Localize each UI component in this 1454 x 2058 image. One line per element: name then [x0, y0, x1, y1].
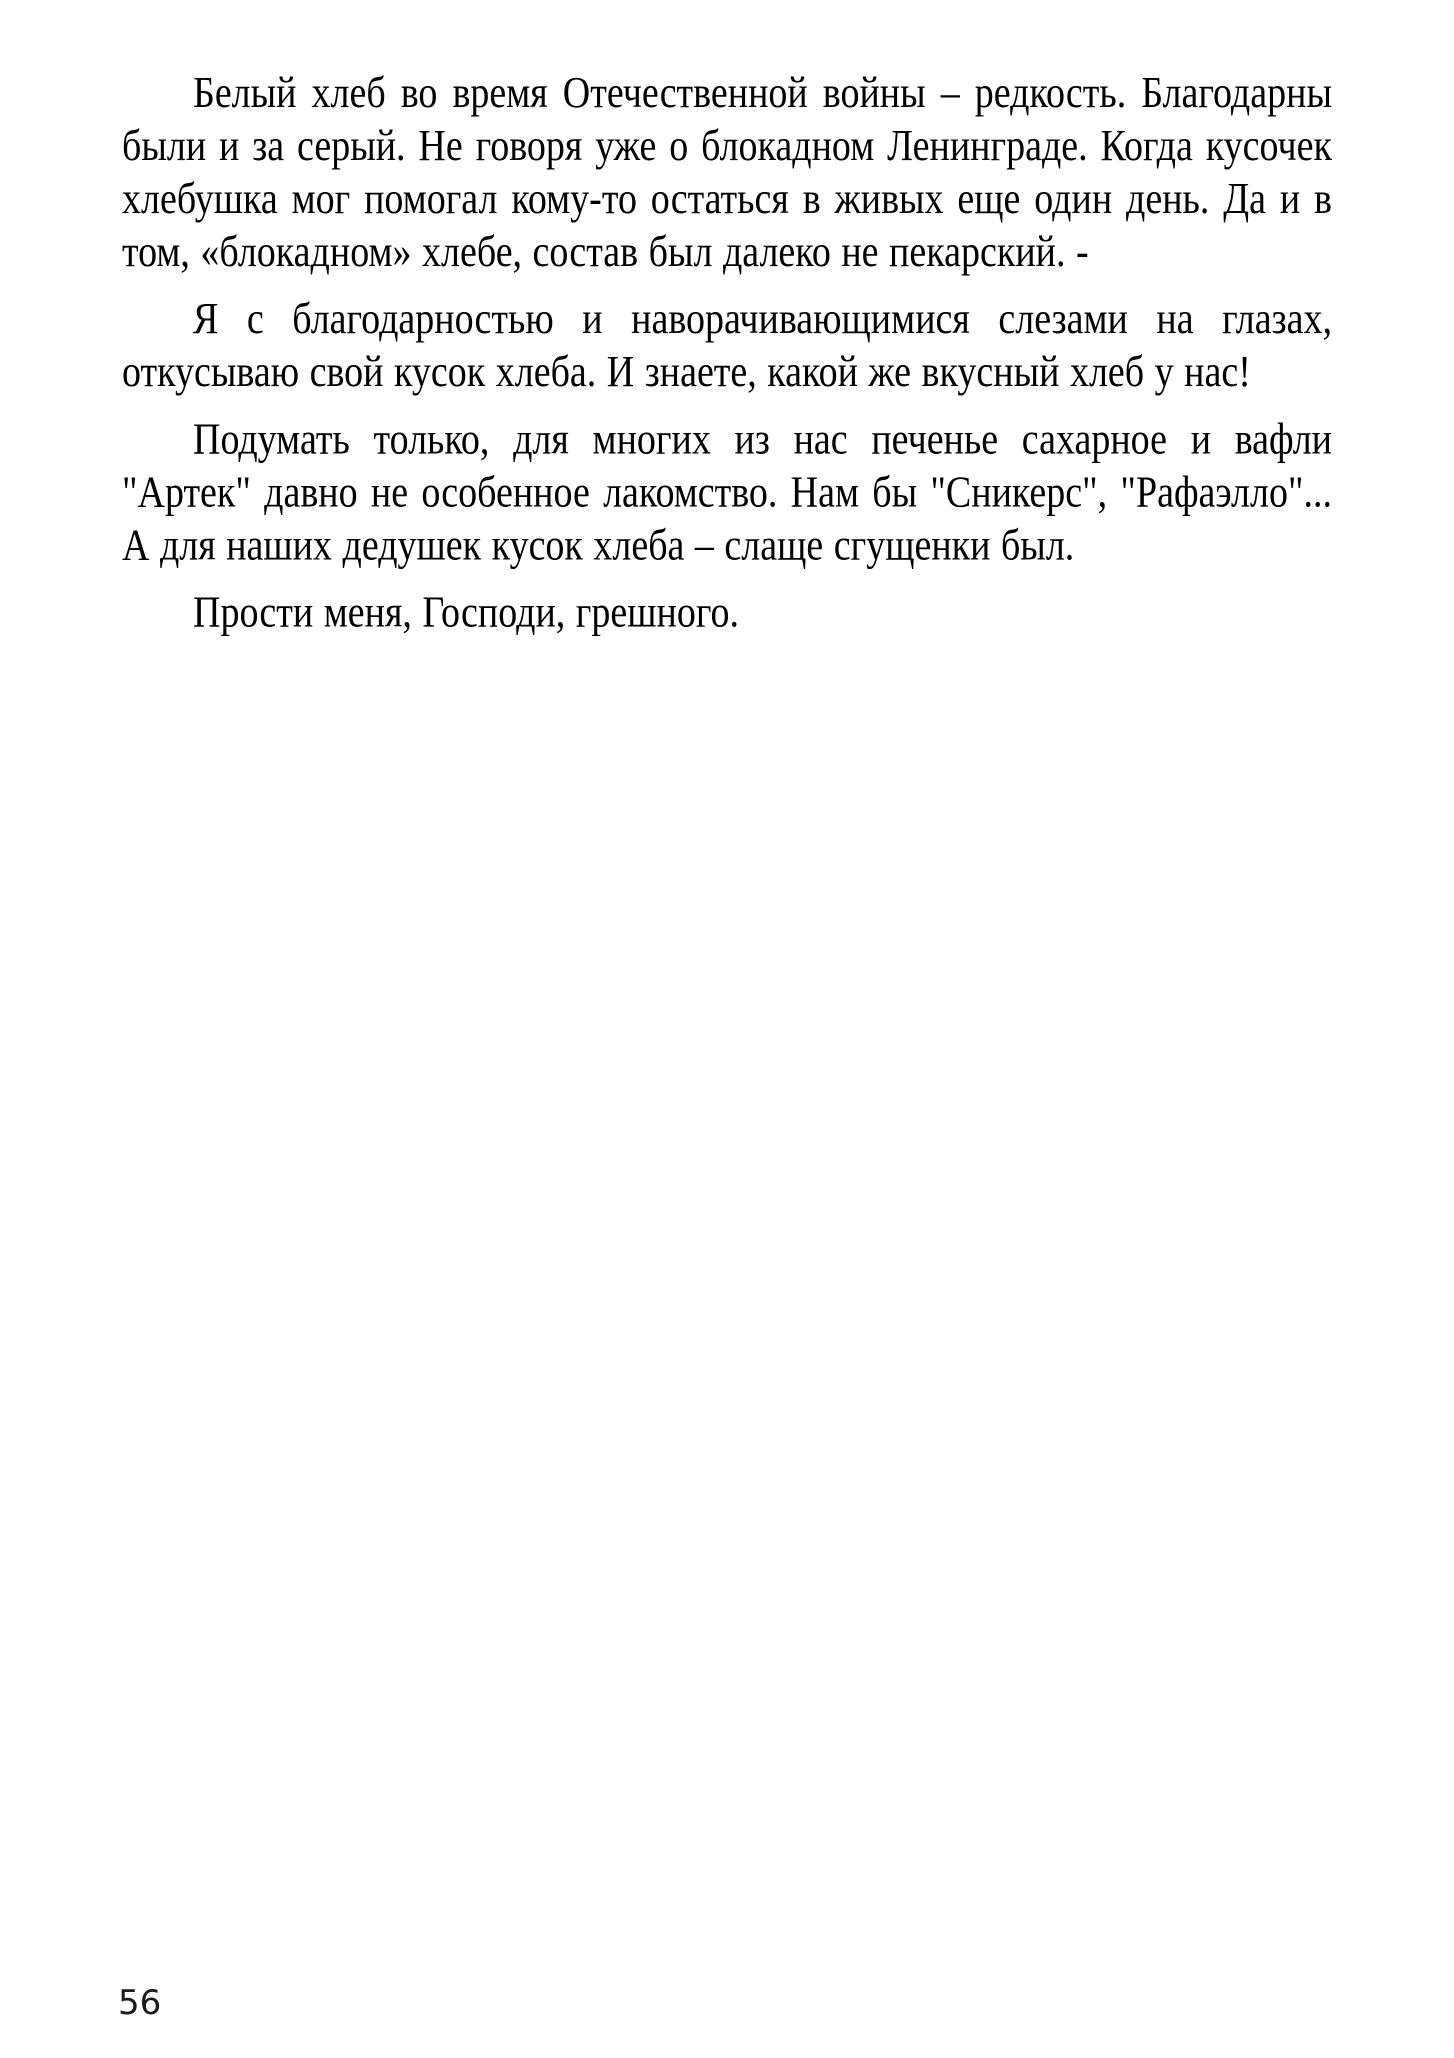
paragraph: Я с благодарностью и наворачивающимися слезами на глазах, откусываю свой кусок хлеба. И знаете, какой же вкусный хлеб у нас! [122, 294, 1332, 397]
paragraph: Подумать только, для многих из нас печенье сахарное и вафли "Артек" давно не особенное лакомство. Нам бы "Сникерс", "Рафаэлло"... А для наших дедушек кусок хлеба – слаще сгущенки был. [122, 414, 1332, 571]
page-number: 56 [118, 1983, 162, 2023]
paragraph: Белый хлеб во время Отечественной войны – редкость. Благодарны были и за серый. Не говоря уже о блокадном Ленинграде. Когда кусочек хлебушка мог помогал кому-то остаться в живых еще один день. Да и в том, «блокадном» хлебе, состав был далеко не пекарский. - [122, 68, 1332, 277]
text-content [122, 67, 1332, 654]
paragraph: Прости меня, Господи, грешного. [193, 587, 739, 638]
